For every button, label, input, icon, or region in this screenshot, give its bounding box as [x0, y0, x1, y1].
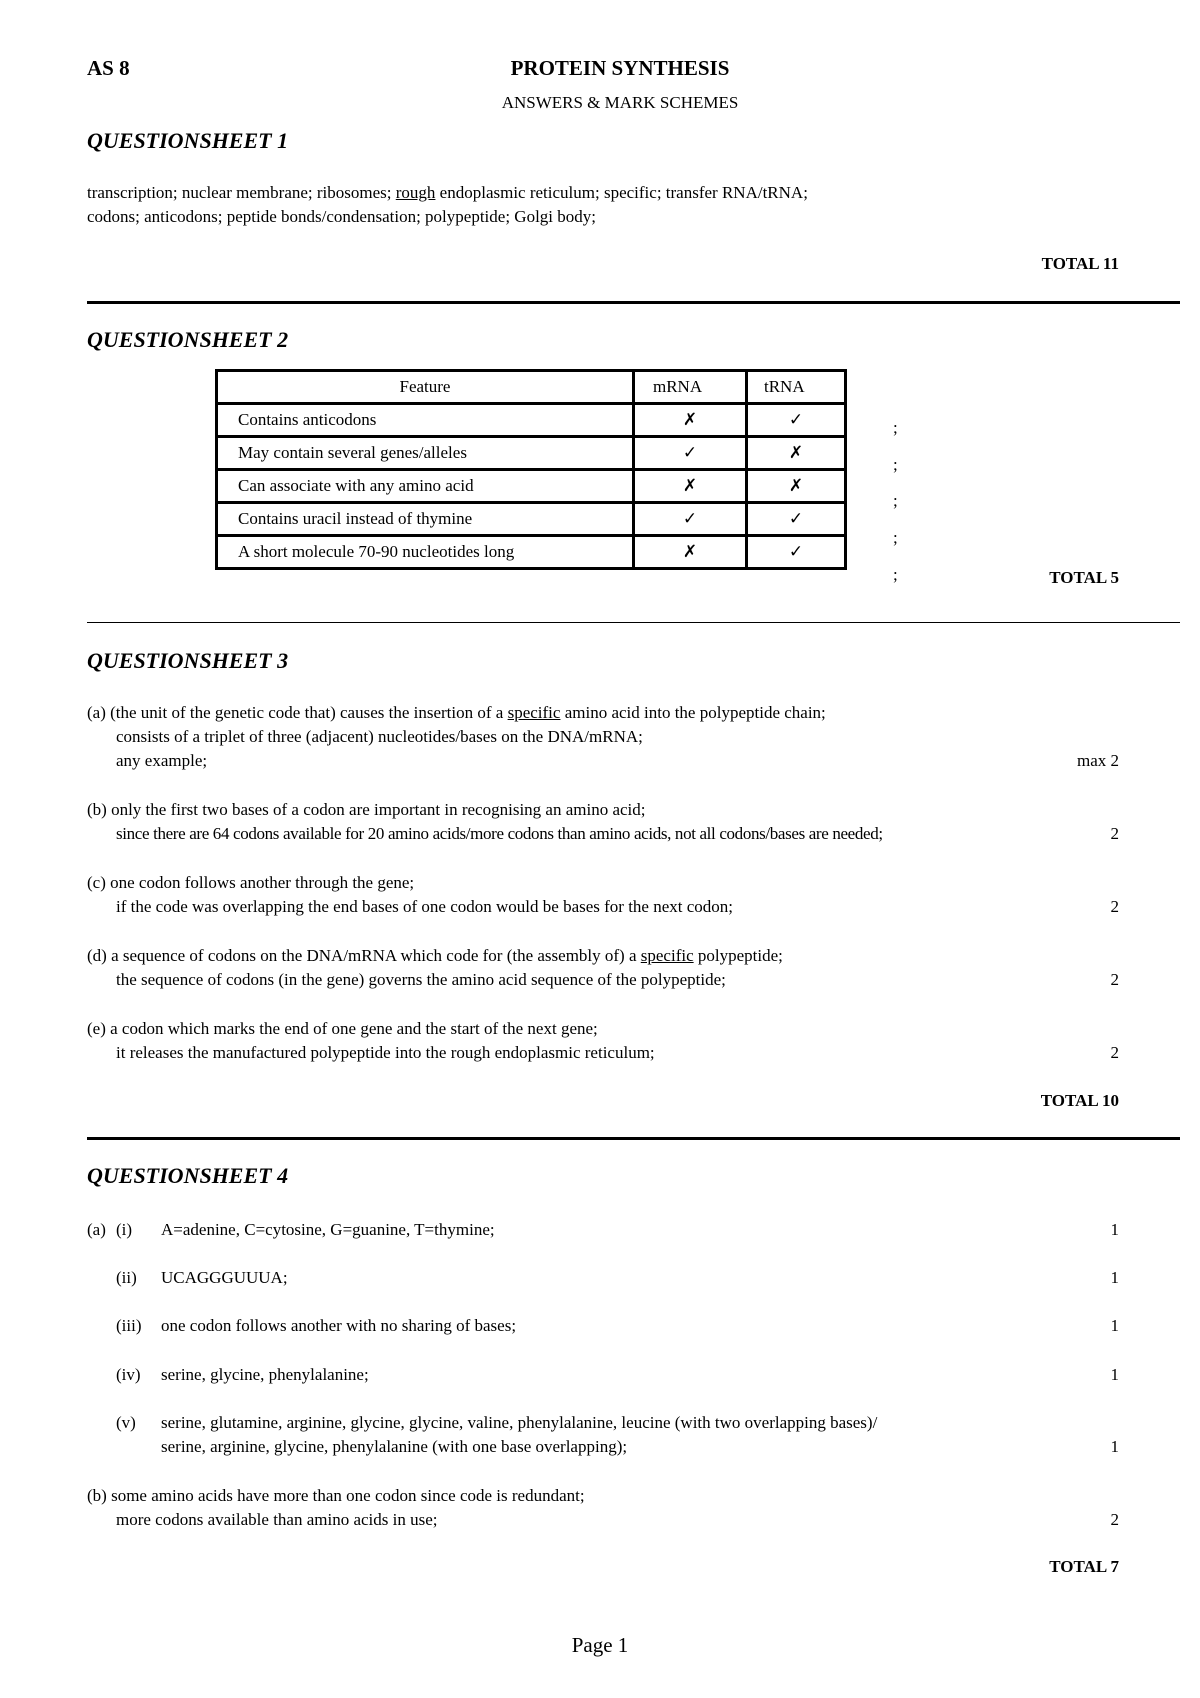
table-row: [217, 470, 846, 503]
qs4-a-label: (a): [87, 1220, 106, 1239]
qs3-heading: QUESTIONSHEET 3: [87, 648, 289, 673]
qs4-ii-label: (ii): [116, 1268, 137, 1287]
qs3-d-line1-post: polypeptide;: [693, 946, 783, 965]
trna-cell: ✗: [747, 437, 846, 470]
trna-cell: ✓: [747, 404, 846, 437]
qs1-line1-underlined: rough: [395, 183, 436, 202]
qs4-ii-mark: 1: [1110, 1268, 1119, 1287]
qs3-a-line1: [87, 703, 826, 723]
trna-cell: ✓: [747, 536, 846, 569]
row-mark-semicolon: ;: [893, 528, 898, 547]
qs3-c-mark: 2: [1110, 897, 1119, 916]
document-subtitle: ANSWERS & MARK SCHEMES: [501, 93, 739, 112]
table-header-mrna: mRNA: [634, 371, 747, 404]
qs1-line1-pre: transcription; nuclear membrane; ribosomes;: [87, 183, 396, 202]
qs4-v-text2: serine, arginine, glycine, phenylalanine (with one base overlapping);: [161, 1437, 628, 1456]
qs4-heading: QUESTIONSHEET 4: [87, 1163, 289, 1188]
row-mark-semicolon: ;: [893, 565, 898, 584]
feature-cell: Can associate with any amino acid: [217, 470, 634, 503]
qs1-total: TOTAL 11: [1041, 254, 1119, 273]
qs2-heading: QUESTIONSHEET 2: [87, 327, 289, 352]
table-row: [217, 536, 846, 569]
document-code: AS 8: [87, 56, 130, 80]
qs3-a-line1-pre: (a) (the unit of the genetic code that) causes the insertion of a: [87, 703, 508, 722]
page-number: Page 1: [571, 1633, 629, 1657]
mrna-cell: ✓: [634, 437, 747, 470]
qs4-v-mark: 1: [1110, 1437, 1119, 1456]
table-row: [217, 404, 846, 437]
qs4-v-label: (v): [116, 1413, 136, 1432]
qs4-b-line2: more codons available than amino acids in use;: [116, 1510, 438, 1529]
table-row: [217, 503, 846, 536]
feature-cell: A short molecule 70-90 nucleotides long: [217, 536, 634, 569]
qs4-ii-text: UCAGGGUUUA;: [161, 1268, 288, 1287]
table-header-trna: tRNA: [747, 371, 846, 404]
qs3-a-line1-post: amino acid into the polypeptide chain;: [560, 703, 826, 722]
qs3-a-line3: any example;: [116, 751, 208, 770]
qs4-b-line1: (b) some amino acids have more than one codon since code is redundant;: [87, 1486, 585, 1505]
qs4-i-mark: 1: [1110, 1220, 1119, 1239]
qs4-total: TOTAL 7: [1049, 1557, 1119, 1576]
qs3-d-line2: the sequence of codons (in the gene) governs the amino acid sequence of the polypeptide;: [116, 970, 726, 989]
qs1-line1-post: endoplasmic reticulum; specific; transfer RNA/tRNA;: [435, 183, 808, 202]
mrna-cell: ✗: [634, 536, 747, 569]
qs4-iv-mark: 1: [1110, 1365, 1119, 1384]
section-divider: [87, 301, 1180, 304]
qs3-a-mark: max 2: [1076, 751, 1119, 770]
document-title: PROTEIN SYNTHESIS: [510, 56, 730, 80]
qs3-b-mark: 2: [1110, 824, 1119, 843]
qs3-b-line1: (b) only the first two bases of a codon are important in recognising an amino acid;: [87, 800, 646, 819]
feature-cell: May contain several genes/alleles: [217, 437, 634, 470]
mrna-cell: ✗: [634, 470, 747, 503]
qs4-iii-text: one codon follows another with no sharing of bases;: [161, 1316, 517, 1335]
qs1-line1: [87, 183, 808, 203]
table-header-row: [217, 371, 846, 404]
qs4-iii-label: (iii): [116, 1316, 142, 1335]
qs3-b-line2: since there are 64 codons available for 20 amino acids/more codons than amino acids, not all codons/bases are needed;: [116, 824, 883, 843]
trna-cell: ✓: [747, 503, 846, 536]
qs3-c-line1: (c) one codon follows another through the gene;: [87, 873, 415, 892]
qs3-e-line2: it releases the manufactured polypeptide into the rough endoplasmic reticulum;: [116, 1043, 655, 1062]
feature-cell: Contains anticodons: [217, 404, 634, 437]
qs1-line2: codons; anticodons; peptide bonds/condensation; polypeptide; Golgi body;: [87, 207, 596, 226]
table-row: [217, 437, 846, 470]
section-divider: [87, 1137, 1180, 1140]
qs4-iv-text: serine, glycine, phenylalanine;: [161, 1365, 369, 1384]
qs2-total: TOTAL 5: [1049, 568, 1119, 587]
trna-cell: ✗: [747, 470, 846, 503]
table-header-feature: Feature: [217, 371, 634, 404]
qs3-d-line1: [87, 946, 783, 966]
qs3-d-line1-pre: (d) a sequence of codons on the DNA/mRNA which code for (the assembly of) a: [87, 946, 641, 965]
qs3-c-line2: if the code was overlapping the end bases of one codon would be bases for the next codon;: [116, 897, 734, 916]
section-divider: [87, 622, 1180, 623]
qs4-i-label: (i): [116, 1220, 133, 1239]
feature-cell: Contains uracil instead of thymine: [217, 503, 634, 536]
qs3-a-line2: consists of a triplet of three (adjacent) nucleotides/bases on the DNA/mRNA;: [116, 727, 643, 746]
qs3-a-line1-underlined: specific: [507, 703, 561, 722]
qs4-v-text1: serine, glutamine, arginine, glycine, glycine, valine, phenylalanine, leucine (with two overlapping bases)/: [161, 1413, 878, 1432]
qs3-e-mark: 2: [1110, 1043, 1119, 1062]
row-mark-semicolon: ;: [893, 418, 898, 437]
qs3-total: TOTAL 10: [1040, 1091, 1119, 1110]
feature-table: [215, 369, 847, 570]
mrna-cell: ✗: [634, 404, 747, 437]
row-mark-semicolon: ;: [893, 491, 898, 510]
qs4-i-text: A=adenine, C=cytosine, G=guanine, T=thymine;: [161, 1220, 495, 1239]
row-mark-semicolon: ;: [893, 455, 898, 474]
qs4-b-mark: 2: [1110, 1510, 1119, 1529]
qs3-e-line1: (e) a codon which marks the end of one gene and the start of the next gene;: [87, 1019, 598, 1038]
mrna-cell: ✓: [634, 503, 747, 536]
qs4-iv-label: (iv): [116, 1365, 141, 1384]
qs4-iii-mark: 1: [1110, 1316, 1119, 1335]
qs1-heading: QUESTIONSHEET 1: [87, 128, 289, 153]
qs3-d-mark: 2: [1110, 970, 1119, 989]
qs3-d-line1-underlined: specific: [640, 946, 694, 965]
